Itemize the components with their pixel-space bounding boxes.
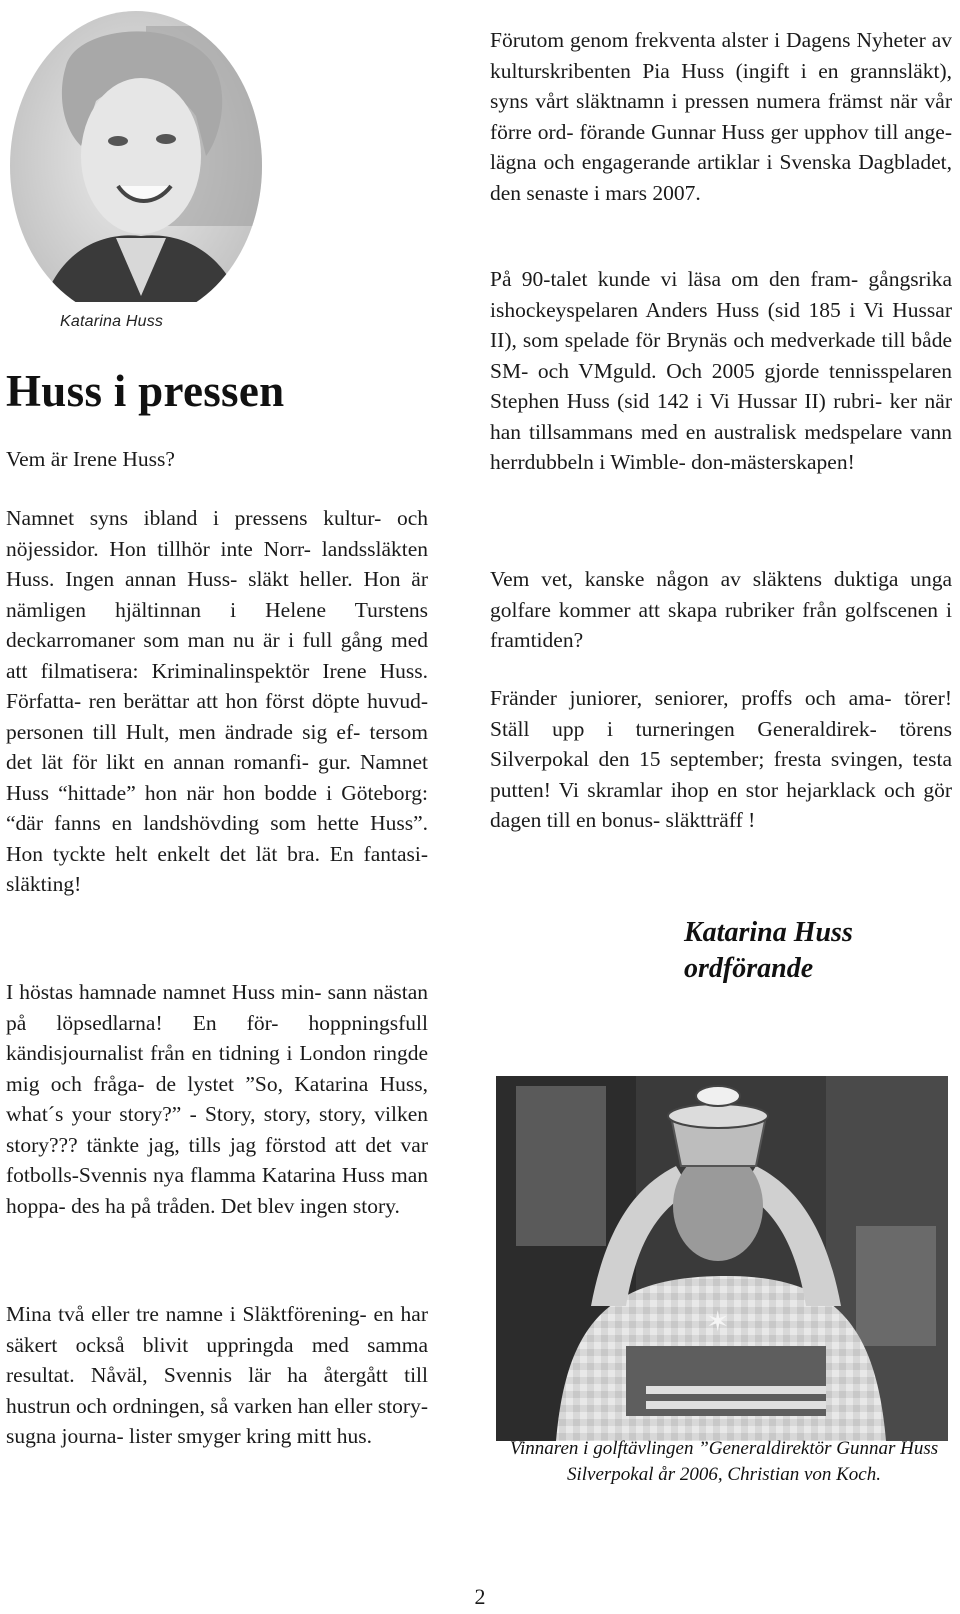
right-paragraph-1: Förutom genom frekventa alster i Dagens Nyheter av kulturskribenten Pia Huss (ingift i en grannsläkt), syns vårt släktnamn i pressen numera främst när vår förre ord- förande Gunnar Huss ger upphov till ange- lägna och engagerande artiklar i Svenska Dagbladet, den senaste i mars 2007. (490, 28, 952, 205)
left-paragraph-3: I höstas hamnade namnet Huss min- sann nästan på löpsedlarna! En för- hoppningsfull kändisjournalist från en tidning i London ringde mig och fråga- de lystet ”So, Katarina Huss, what´s your story?” - Story, story, story, vilken story??? tänkte jag, tills jag förstod att det var fotbolls-Svennis nya flamma Katarina Huss man hoppa- des ha på tråden. Det blev ingen story. (6, 980, 428, 1218)
left-paragraph-1: Vem är Irene Huss? (6, 447, 175, 471)
left-paragraph-4: Mina två eller tre namne i Släktförening- en har säkert också blivit uppringda med samma resultat. Nåväl, Svennis lär ha återgått till hustrun och ordningen, så varken han eller story-sugna journa- lister smyger kring mitt hus. (6, 1302, 428, 1448)
page-number: 2 (474, 1584, 486, 1609)
portrait-photo (6, 6, 264, 342)
portrait-caption: Katarina Huss (60, 313, 164, 330)
svg-text:✶: ✶ (706, 1305, 730, 1338)
left-paragraph-2: Namnet syns ibland i pressens kultur- och nöjessidor. Hon tillhör inte Norr- landssläkten Huss. Ingen annan Huss- släkt heller. Hon är nämligen hjältinnan i Helene Turstens deckarromaner som man nu är i full gång med att filmatisera: Kriminalinspektör Irene Huss. Författa- ren berättar att hon först döpte huvud- personen till Hult, men ändrade sig ef- tersom det lät för likt en annan romanfi- gur. Namnet Huss “hittade” hon när hon bodde i Göteborg: “där fanns en landshövding som hette Huss”. Hon tyckte helt enkelt det lät bra. En fantasi- släkting! (6, 506, 428, 896)
right-paragraph-4: Fränder juniorer, seniorer, proffs och ama- törer! Ställ upp i turneringen Generaldirek- törens Silverpokal den 15 september; fresta svingen, testa putten! Vi skramlar ihop en stor hejarklack och gör dagen till en bonus- släktträff ! (490, 686, 952, 832)
signature-name: Katarina Huss (684, 917, 853, 948)
right-paragraph-2: På 90-talet kunde vi läsa om den fram- gångsrika ishockeyspelaren Anders Huss (sid 185 i Vi Hussar II), som spelade för Brynäs och medverkade till både SM- och VMguld. Och 2005 gjorde tennisspelaren Stephen Huss (sid 142 i Vi Hussar II) rubri- ker när han tillsammans med en australisk medspelare vann herrdubbeln i Wimble- don-mästerskapen! (490, 267, 952, 474)
signature (684, 915, 853, 987)
signature-role: ordförande (684, 953, 814, 984)
golf-winner-photo (496, 1076, 948, 1441)
photo-caption: Vinnaren i golftävlingen ”Generaldirektör Gunnar Huss Silverpokal år 2006, Christian von Koch. (509, 1438, 939, 1485)
right-paragraph-3: Vem vet, kanske någon av släktens duktiga unga golfare kommer att skapa rubriker från golfscenen i framtiden? (490, 567, 952, 652)
page-title: Huss i pressen (6, 366, 285, 416)
